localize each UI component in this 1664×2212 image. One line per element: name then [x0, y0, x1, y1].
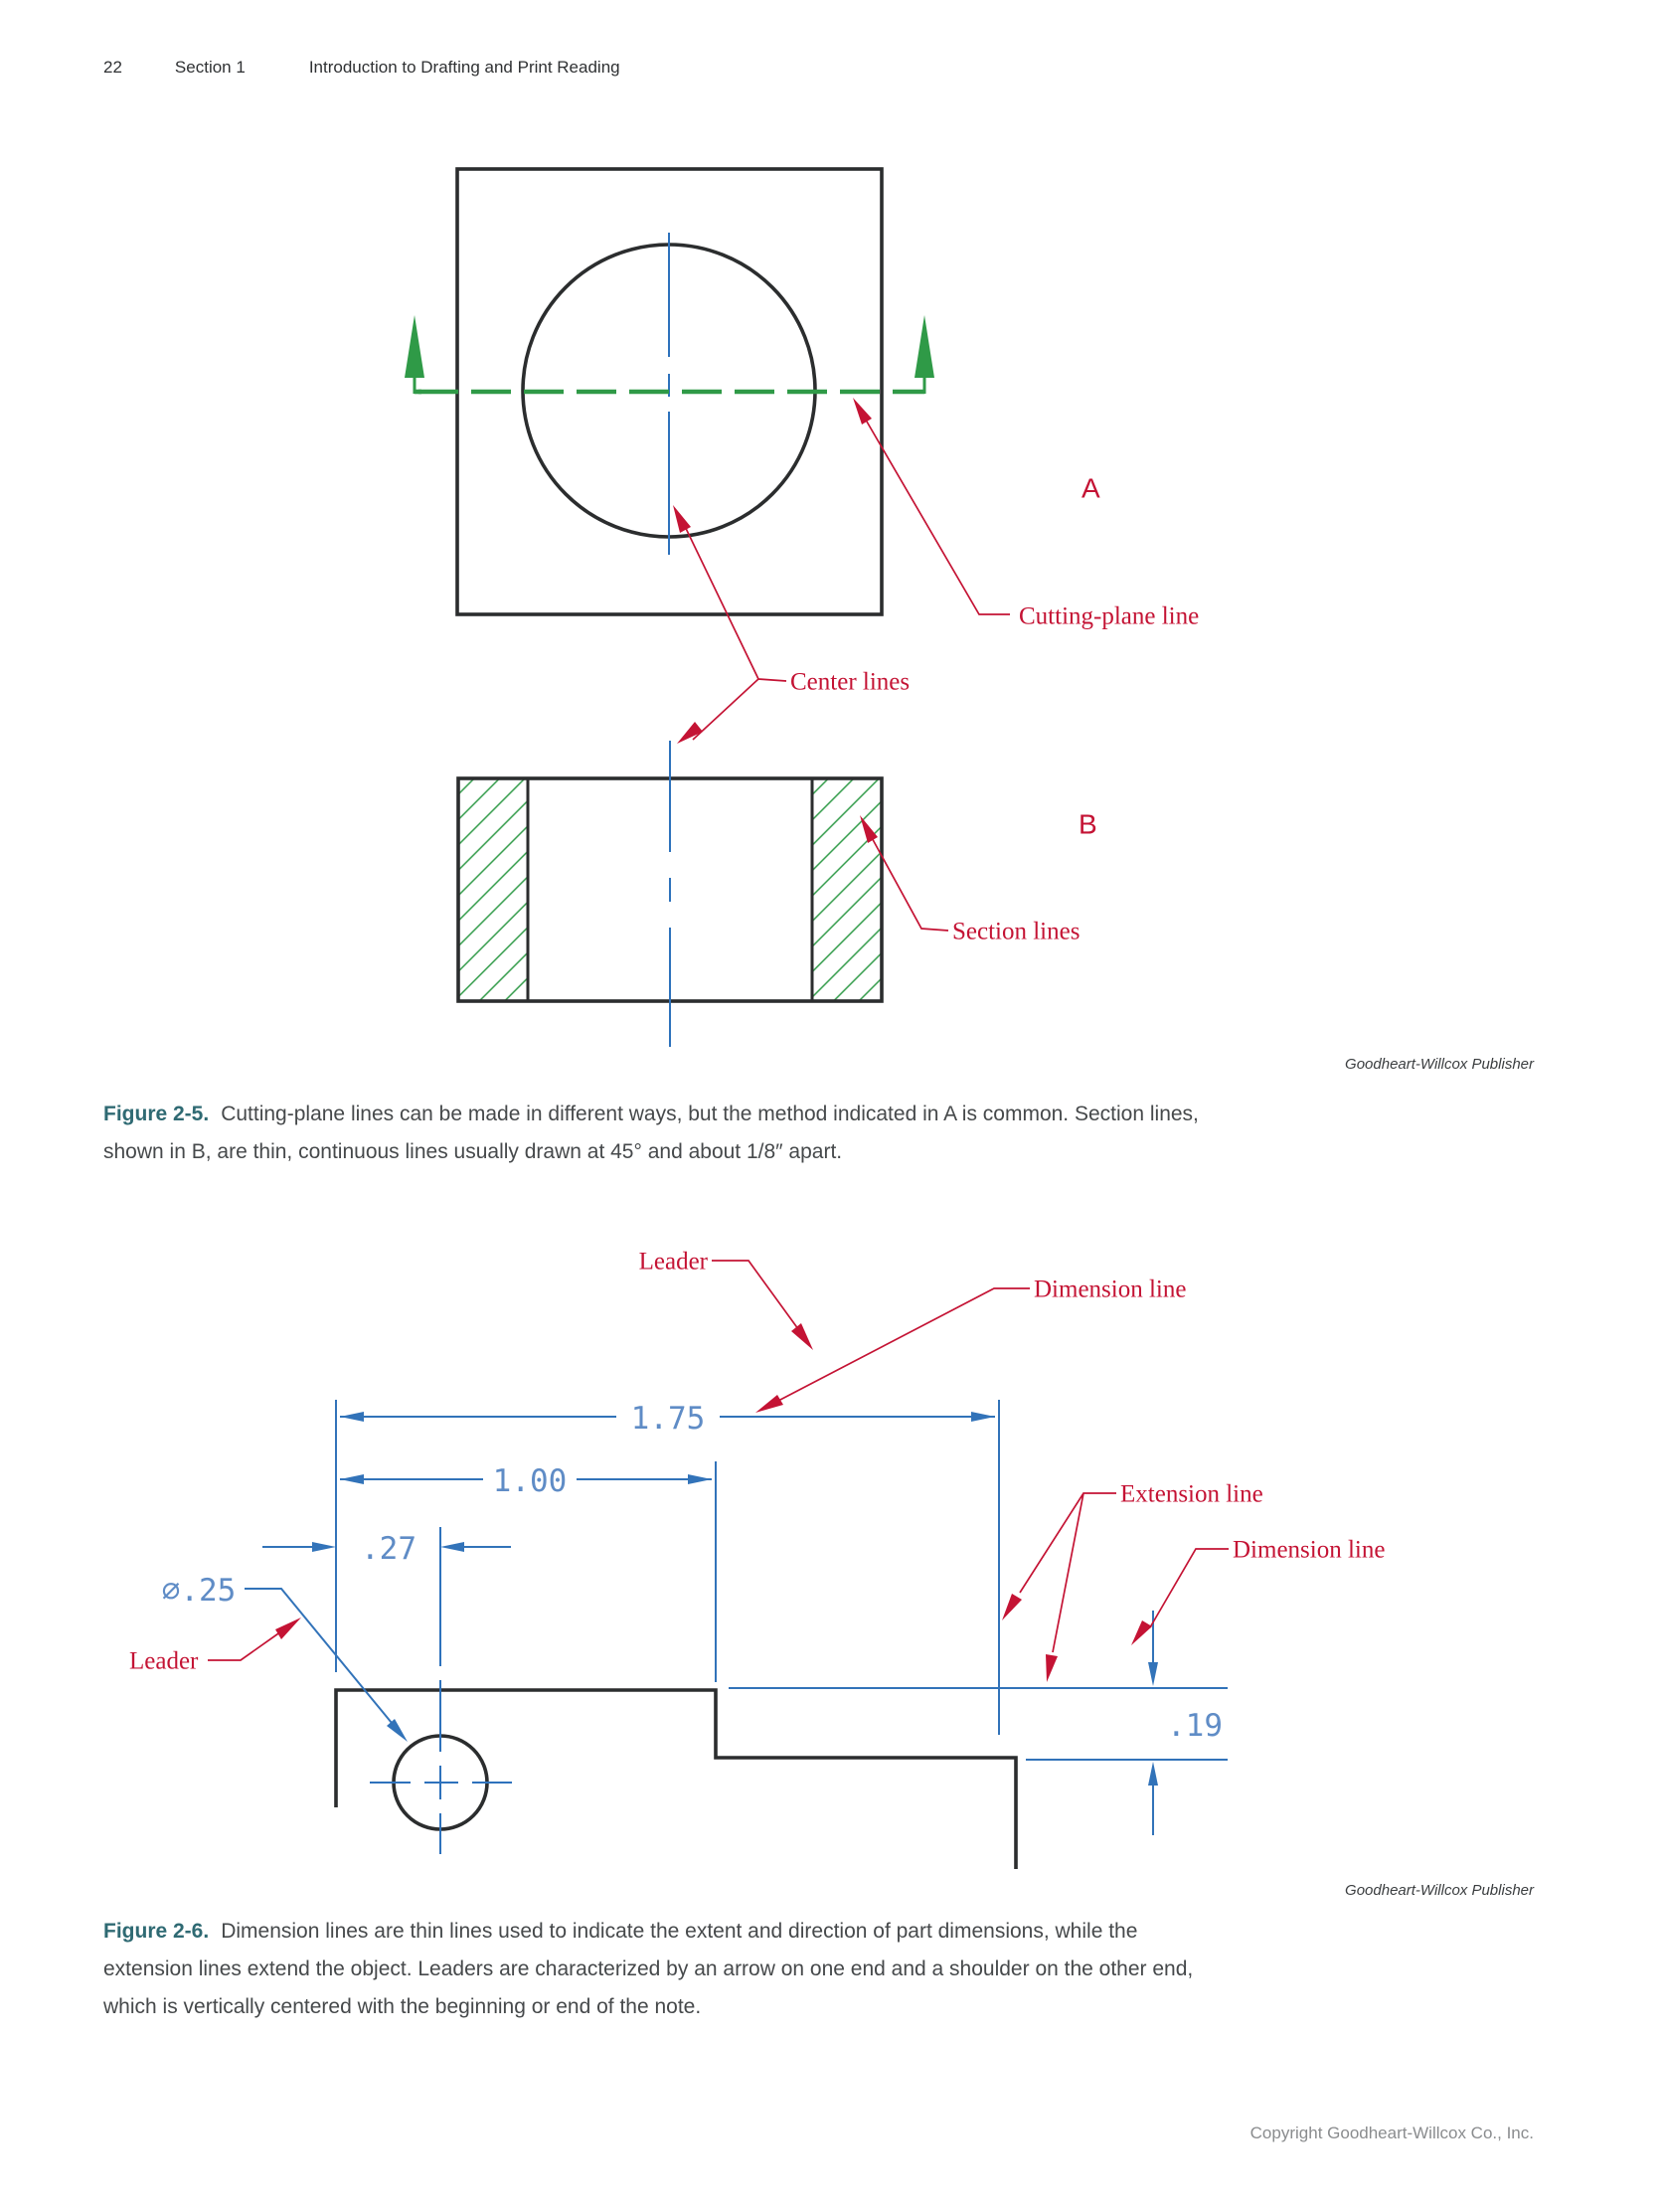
annotation-leader-top [639, 1249, 813, 1351]
figure-2-6-caption-line-3: which is vertically centered with the beginning or end of the note. [103, 1995, 702, 2018]
annotation-leader-bottom [129, 1617, 301, 1675]
figure-2-6-label: Figure 2-6. [103, 1920, 210, 1943]
figure-2-6-caption [103, 1913, 1525, 2026]
annotation-center-lines [673, 505, 910, 744]
annotation-cutting-plane [853, 398, 1199, 630]
dimension-1-75 [340, 1401, 995, 1437]
dimension-line-right-label: Dimension line [1233, 1536, 1386, 1564]
view-b-section [458, 741, 882, 1047]
leader-bottom-label: Leader [129, 1647, 199, 1675]
annotation-extension-line [1002, 1481, 1263, 1683]
part-outline [336, 1690, 1016, 1869]
annotation-dimension-line-top [755, 1276, 1186, 1414]
figure-2-6-caption-line-2: extension lines extend the object. Leaders are characterized by an arrow on one end and a shoulder on the other end, [103, 1957, 1194, 1980]
figure-2-5-caption-line-2: shown in B, are thin, continuous lines usually drawn at 45° and about 1/8″ apart. [103, 1140, 843, 1163]
center-lines-label: Center lines [790, 668, 911, 696]
annotation-dimension-line-right [1131, 1537, 1385, 1646]
figure-2-5-attribution: Goodheart-Willcox Publisher [1345, 1056, 1534, 1073]
dim-text-1-75: 1.75 [630, 1401, 706, 1437]
hole-diameter-leader [162, 1573, 408, 1742]
dimension-19 [1148, 1611, 1223, 1835]
section-hatch-right [812, 778, 882, 1001]
view-b-letter: B [1079, 808, 1097, 840]
dim-text-27: .27 [361, 1531, 416, 1567]
figure-2-6-attribution: Goodheart-Willcox Publisher [1345, 1882, 1534, 1899]
section-hatch-left [458, 778, 528, 1001]
leader-top-label: Leader [638, 1248, 708, 1276]
page-number: 22 [103, 58, 122, 77]
section-lines-label: Section lines [952, 918, 1081, 945]
figure-2-5 [405, 169, 1199, 1047]
extension-lines [336, 1400, 1228, 1760]
dim-text-1-00: 1.00 [492, 1463, 568, 1499]
cutting-plane-arrow-right [915, 315, 934, 378]
dimension-line-top-label: Dimension line [1034, 1276, 1187, 1303]
section-label: Section 1 [174, 58, 246, 77]
extension-line-label: Extension line [1120, 1480, 1263, 1508]
figure-2-5-label: Figure 2-5. [103, 1103, 210, 1125]
annotation-section-lines [860, 815, 1080, 945]
figure-2-6 [129, 1249, 1385, 1870]
cutting-plane-label: Cutting-plane line [1019, 602, 1200, 630]
figure-2-6-caption-line-1: Dimension lines are thin lines used to indicate the extent and direction of part dimensions, while the [221, 1920, 1138, 1943]
dimension-27 [262, 1531, 511, 1567]
cutting-plane-arrow-left [405, 315, 424, 378]
figure-2-5-caption [103, 1096, 1525, 1171]
dim-text-19: .19 [1167, 1708, 1223, 1744]
figure-2-5-caption-line-1: Cutting-plane lines can be made in different ways, but the method indicated in A is common. Section lines, [221, 1103, 1199, 1125]
view-a-letter: A [1082, 472, 1100, 504]
dim-text-diameter: ⌀.25 [161, 1573, 237, 1609]
copyright-notice: Copyright Goodheart-Willcox Co., Inc. [1249, 2124, 1534, 2142]
chapter-title: Introduction to Drafting and Print Reading [308, 58, 620, 77]
dimension-1-00 [340, 1463, 712, 1499]
